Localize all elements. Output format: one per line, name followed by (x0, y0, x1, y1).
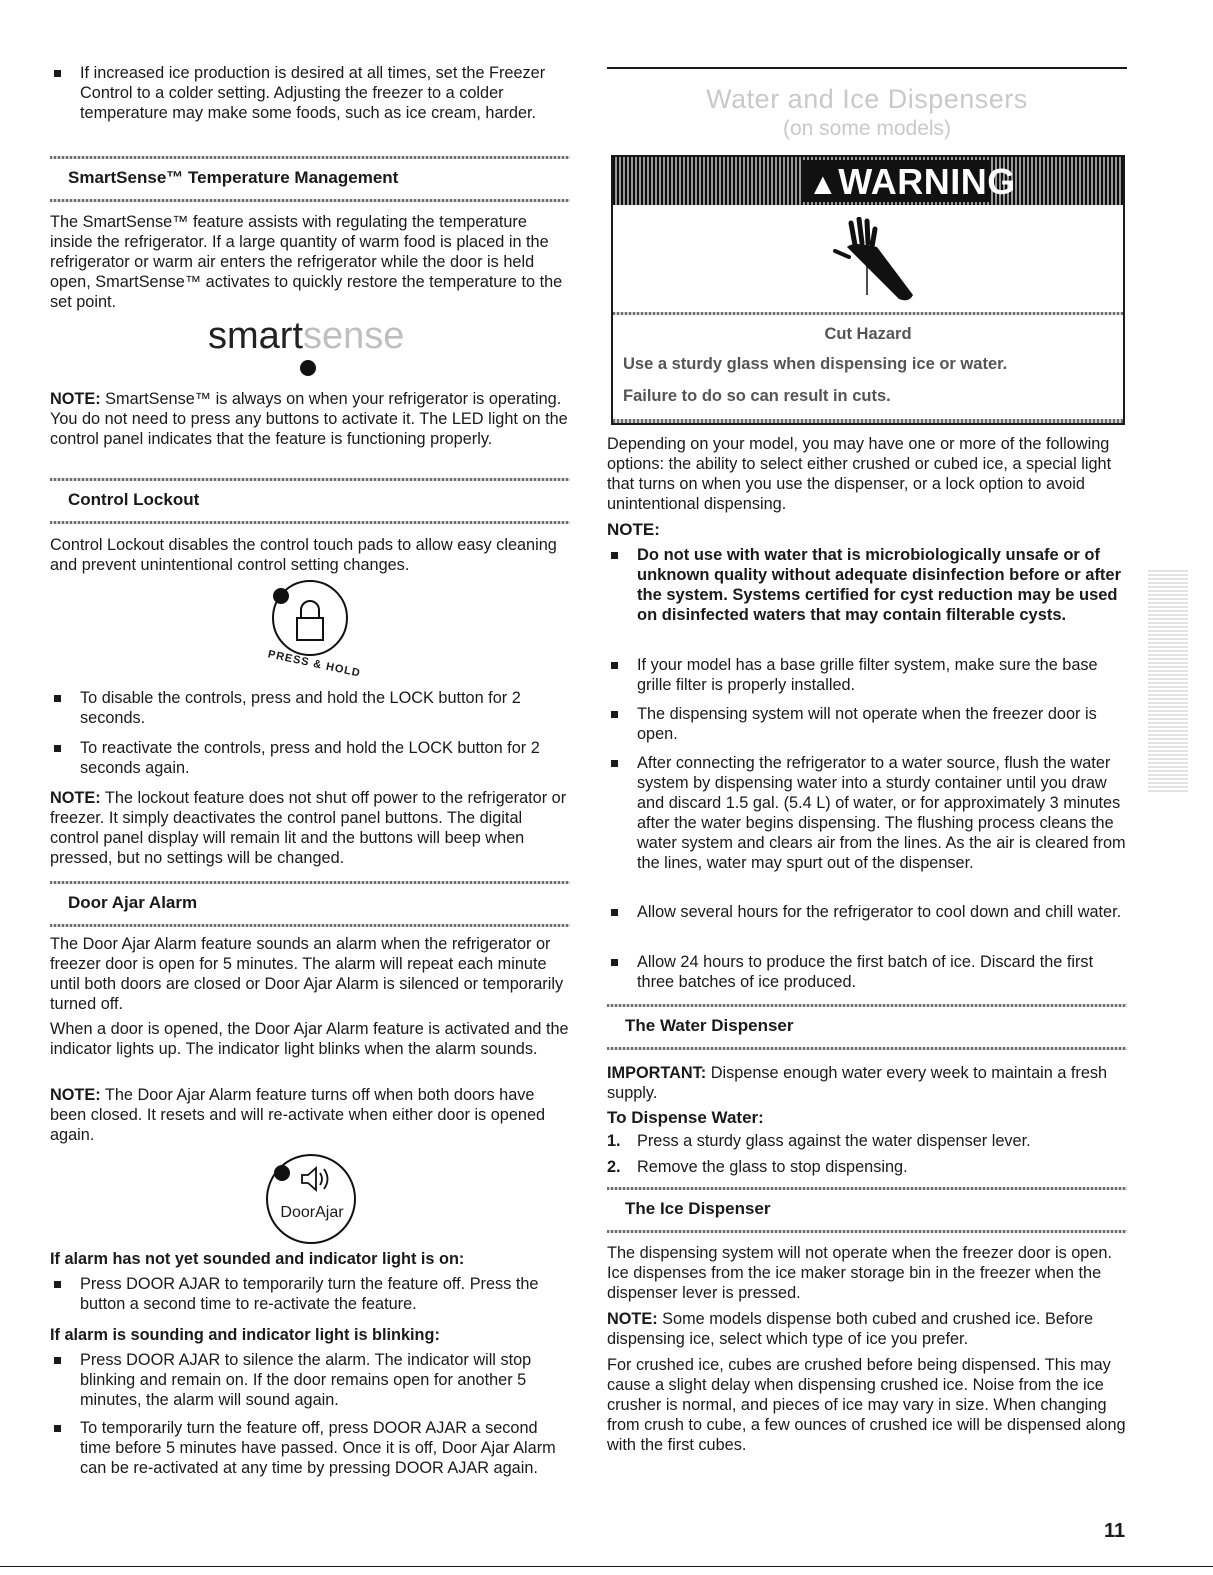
ice-dispenser-heading: The Ice Dispenser (625, 1199, 771, 1218)
door-ajar-bullet: Press DOOR AJAR to silence the alarm. The indicator will stop blinking and remain on. If the door remains open for another 5 minutes, the alarm will sound again. (50, 1350, 570, 1410)
dispensers-bullet: Allow 24 hours to produce the first batch of ice. Discard the first three batches of ice produced. (607, 952, 1127, 992)
lockout-body: Control Lockout disables the control touch pads to allow easy cleaning and prevent unintentional control setting changes. (50, 536, 557, 574)
warning-box (611, 155, 1125, 425)
door-ajar-body-1: The Door Ajar Alarm feature sounds an alarm when the refrigerator or freezer door is open for 5 minutes. The alarm will repeat each minute until both doors are closed or Door Ajar Alarm is silenced or temporarily turned off. (50, 935, 564, 1013)
section-header-door-ajar (50, 881, 570, 927)
smartsense-note: NOTE: SmartSense™ is always on when your refrigerator is operating. You do not need to press any buttons to activate it. The LED light on the control panel indicates that the feature is functioning properly. (50, 390, 568, 448)
door-ajar-note: NOTE: The Door Ajar Alarm feature turns off when both doors have been closed. It resets and will re-activate when either door is opened again. (50, 1086, 546, 1144)
dispensers-note-label: NOTE: (607, 520, 660, 539)
ice-body-2: For crushed ice, cubes are crushed before being dispensed. This may cause a slight delay when dispensing crushed ice. Noise from the ice crusher is normal, and pieces of ice may vary in size. When changing from crush to cube, a few ounces of crushed ice will be dispensed along with the first cubes. (607, 1356, 1126, 1454)
door-ajar-icon-label: DoorAjar (280, 1204, 344, 1221)
smartsense-logo: smartsense (198, 314, 428, 378)
door-ajar-subheading-1: If alarm has not yet sounded and indicator light is on: (50, 1250, 465, 1268)
lock-button-icon (255, 580, 375, 680)
smartsense-led-dot (300, 360, 316, 376)
door-ajar-bullet: Press DOOR AJAR to temporarily turn the feature off. Press the button a second time to re-activate the feature. (50, 1274, 570, 1314)
water-subheading: To Dispense Water: (607, 1108, 764, 1127)
dispensers-title: Water and Ice Dispensers (706, 84, 1028, 114)
lockout-note: NOTE: The lockout feature does not shut off power to the refrigerator or freezer. It simply deactivates the control panel buttons. The digital control panel display will remain lit and the buttons will beep when pressed, but no settings will be changed. (50, 789, 567, 867)
water-step: 1. Press a sturdy glass against the water dispenser lever. (607, 1132, 1031, 1150)
dispensers-subtitle: (on some models) (782, 117, 952, 140)
lockout-bullet: To disable the controls, press and hold the LOCK button for 2 seconds. (50, 688, 570, 728)
lockout-bullet: To reactivate the controls, press and hold the LOCK button for 2 seconds again. (50, 738, 570, 778)
warning-line-1: Use a sturdy glass when dispensing ice or water. (623, 355, 1008, 373)
dispensers-bullet: If your model has a base grille filter system, make sure the base grille filter is properly installed. (607, 655, 1127, 695)
warning-triangle-icon: ▲ (808, 168, 839, 201)
lock-icon-caption: PRESS & HOLD (266, 648, 362, 680)
intro-bullet: If increased ice production is desired at all times, set the Freezer Control to a colder setting. Adjusting the freezer to a colder temperature may make some foods, such as ice cream, harder. (50, 63, 570, 123)
side-tab-marker (1148, 570, 1188, 792)
section-header-smartsense (50, 156, 570, 202)
lockout-heading: Control Lockout (68, 490, 200, 509)
door-ajar-heading: Door Ajar Alarm (68, 893, 198, 912)
cut-hazard-icon (821, 217, 921, 307)
water-important: IMPORTANT: Dispense enough water every week to maintain a fresh supply. (607, 1064, 1108, 1102)
dispensers-bullet: The dispensing system will not operate when the freezer door is open. (607, 704, 1127, 744)
top-rule (607, 67, 1127, 69)
warning-band (613, 157, 1123, 205)
section-header-ice-dispenser (607, 1187, 1127, 1233)
smartsense-heading: SmartSense™ Temperature Management (68, 168, 399, 187)
bottom-rule (0, 1566, 1213, 1567)
dispensers-bullet: Do not use with water that is microbiologically unsafe or of unknown quality without adequate disinfection before or after the system. Systems certified for cyst reduction may be used on disinfected waters that may contain filterable cysts. (607, 545, 1127, 625)
page-number: 11 (1104, 1520, 1126, 1542)
door-ajar-button-icon (256, 1153, 366, 1247)
water-dispenser-heading: The Water Dispenser (625, 1016, 794, 1035)
warning-hazard-title: Cut Hazard (824, 325, 912, 343)
water-step: 2. Remove the glass to stop dispensing. (607, 1158, 908, 1176)
door-ajar-subheading-2: If alarm is sounding and indicator light is blinking: (50, 1326, 440, 1344)
ice-body-1: The dispensing system will not operate when the freezer door is open. Ice dispenses from the ice maker storage bin in the freezer when the dispenser lever is pressed. (607, 1244, 1112, 1302)
dispensers-bullet: After connecting the refrigerator to a water source, flush the water system by dispensing water into a sturdy container until you draw and discard 1.5 gal. (5.4 L) of water, or for approximately 3 minutes after the water begins dispensing. The flushing process cleans the water system and clears air from the lines. As the air is cleared from the lines, water may spurt out of the dispenser. (607, 753, 1127, 873)
section-header-water-dispenser (607, 1004, 1127, 1050)
dispensers-intro: Depending on your model, you may have one or more of the following options: the ability to select either crushed or cubed ice, a special light that turns on when you use the dispenser, or a lock option to avoid unintentional dispensing. (607, 435, 1112, 513)
warning-title: ▲WARNING (808, 161, 1016, 202)
ice-note: NOTE: Some models dispense both cubed and crushed ice. Before dispensing ice, select which type of ice you prefer. (607, 1310, 1093, 1348)
door-ajar-bullet: To temporarily turn the feature off, press DOOR AJAR a second time before 5 minutes have passed. Once it is off, Door Ajar Alarm can be re-activated at any time by pressing DOOR AJAR again. (50, 1418, 570, 1478)
section-header-lockout (50, 478, 570, 524)
smartsense-body: The SmartSense™ feature assists with regulating the temperature inside the refrigerator. If a large quantity of warm food is placed in the refrigerator or warm air enters the refrigerator while the door is held open, SmartSense™ activates to quickly restore the temperature to the set point. (50, 213, 563, 311)
warning-line-2: Failure to do so can result in cuts. (623, 387, 891, 405)
door-ajar-body-2: When a door is opened, the Door Ajar Alarm feature is activated and the indicator lights up. The indicator light blinks when the alarm sounds. (50, 1020, 569, 1058)
dispensers-bullet: Allow several hours for the refrigerator to cool down and chill water. (607, 902, 1127, 922)
